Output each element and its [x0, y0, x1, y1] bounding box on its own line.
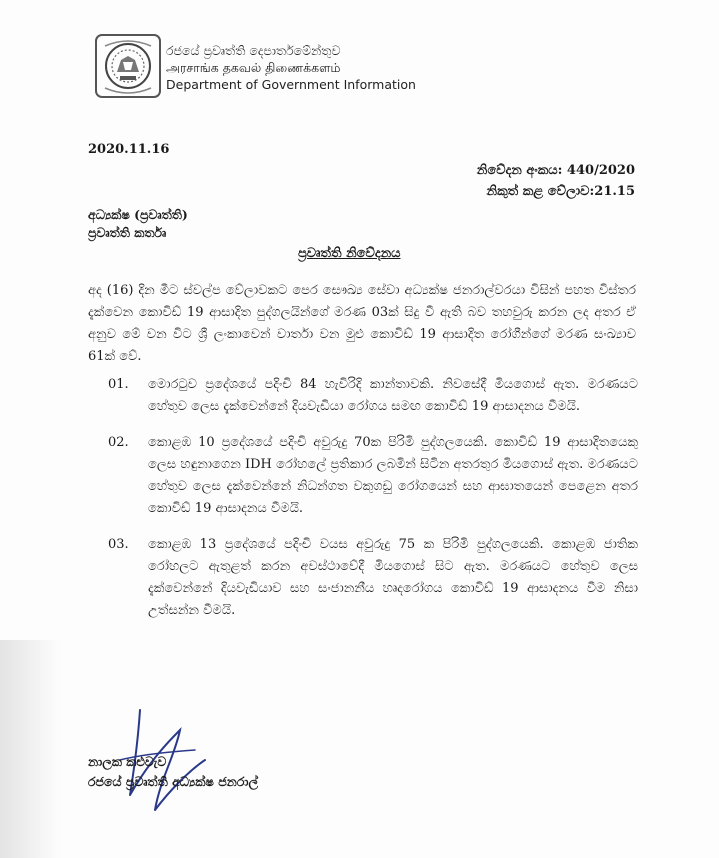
signatory-block: [88, 752, 258, 792]
national-emblem-icon: [93, 32, 163, 100]
list-item-number: 01.: [108, 377, 129, 392]
department-header: [166, 42, 416, 93]
death-cases-list: [108, 374, 638, 636]
header-sinhala: රජයේ ප්‍රවෘත්ති දෙපාර්තමේන්තුව: [166, 43, 341, 58]
list-item-text: කොළඹ 13 ප්‍රදේශයේ පදිංචි වයස අවුරුදු 75 ක පිරිමි පුද්ගලයෙකි. කොළඹ ජාතික රෝහලට ඇතුළත් කරන අවස්ථාවේදී මියගොස් සිට ඇත. මරණයට හේතුව ලෙස දැක්වෙන්නේ දියවැඩියාව සහ සංජානනීය හෘදරෝගය කොවිඩ් 19 ආසාදනය වීම නිසා උත්සන්න වීමයි.: [148, 537, 638, 618]
header-english: Department of Government Information: [166, 77, 416, 92]
list-item: [108, 432, 638, 520]
list-item: [108, 374, 638, 418]
signatory-title: රජයේ ප්‍රවෘත්ති අධ්‍යක්ෂ ජනරාල්: [88, 774, 259, 789]
header-tamil: அரசாங்க தகவல் திணைக்களம்: [166, 60, 341, 75]
scan-shadow: [0, 640, 60, 858]
reference-block: [477, 160, 635, 202]
list-item-number: 03.: [108, 537, 129, 552]
addressee-block: [88, 206, 188, 242]
signatory-name: නාලක කළුවැව: [88, 754, 167, 769]
list-item: [108, 534, 638, 622]
addressee-line-1: අධ්‍යක්ෂ (ප්‍රවෘත්ති): [88, 207, 188, 222]
issue-time: නිකුත් කළ වේලාව:21.15: [486, 184, 635, 199]
list-item-text: මොරටුව ප්‍රදේශයේ පදිංචි 84 හැවිරිදි කාන්තාවකි. නිවසේදී මියගොස් ඇත. මරණයට හේතුව ලෙස දැක්වෙන්නේ දියවැඩියා රෝගය සමඟ කොවිඩ් 19 ආසාදනය වීමයි.: [148, 377, 638, 414]
list-item-number: 02.: [108, 435, 129, 450]
notice-title: ප්‍රවෘත්ති නිවේදනය: [298, 246, 401, 261]
issue-date: 2020.11.16: [88, 142, 170, 157]
intro-paragraph: අද (16) දින මීට ස්වල්ප වේලාවකට පෙර සෞඛ්‍ය සේවා අධ්‍යක්ෂ ජනරාල්වරයා විසින් පහත විස්තර දැක්වෙන කොවිඩ් 19 ආසාදිත පුද්ගලයින්ගේ මරණ 03ක් සිදු වී ඇති බව තහවුරු කරන ලද අතර ඒ අනුව මේ වන විට ශ්‍රී ලංකාවෙන් වාර්තා වන මුළු කොවිඩ් 19 ආසාදිත රෝගීන්ගේ මරණ සංඛ්‍යාව 61ක් වේ.: [88, 283, 636, 364]
addressee-line-2: ප්‍රවෘත්ති කර්තෘ: [88, 225, 167, 240]
notice-number: නිවේදන අංකය: 440/2020: [476, 163, 635, 178]
list-item-text: කොළඹ 10 ප්‍රදේශයේ පදිංචි අවුරුදු 70ක පිරිමි පුද්ගලයෙකි. කොවිඩ් 19 ආසාදිතයෙකු ලෙස හඳුනාගෙන IDH රෝහලේ ප්‍රතිකාර ලබමින් සිටින අතරතුර මියගොස් ඇත. මරණයට හේතුව ලෙස දැක්වෙන්නේ නිධන්ගත වකුගඩු රෝගයෙන් සහ ආඝාතයෙන් පෙළෙන අතර කොවිඩ් 19 ආසාදනය වීමයි.: [148, 435, 638, 516]
